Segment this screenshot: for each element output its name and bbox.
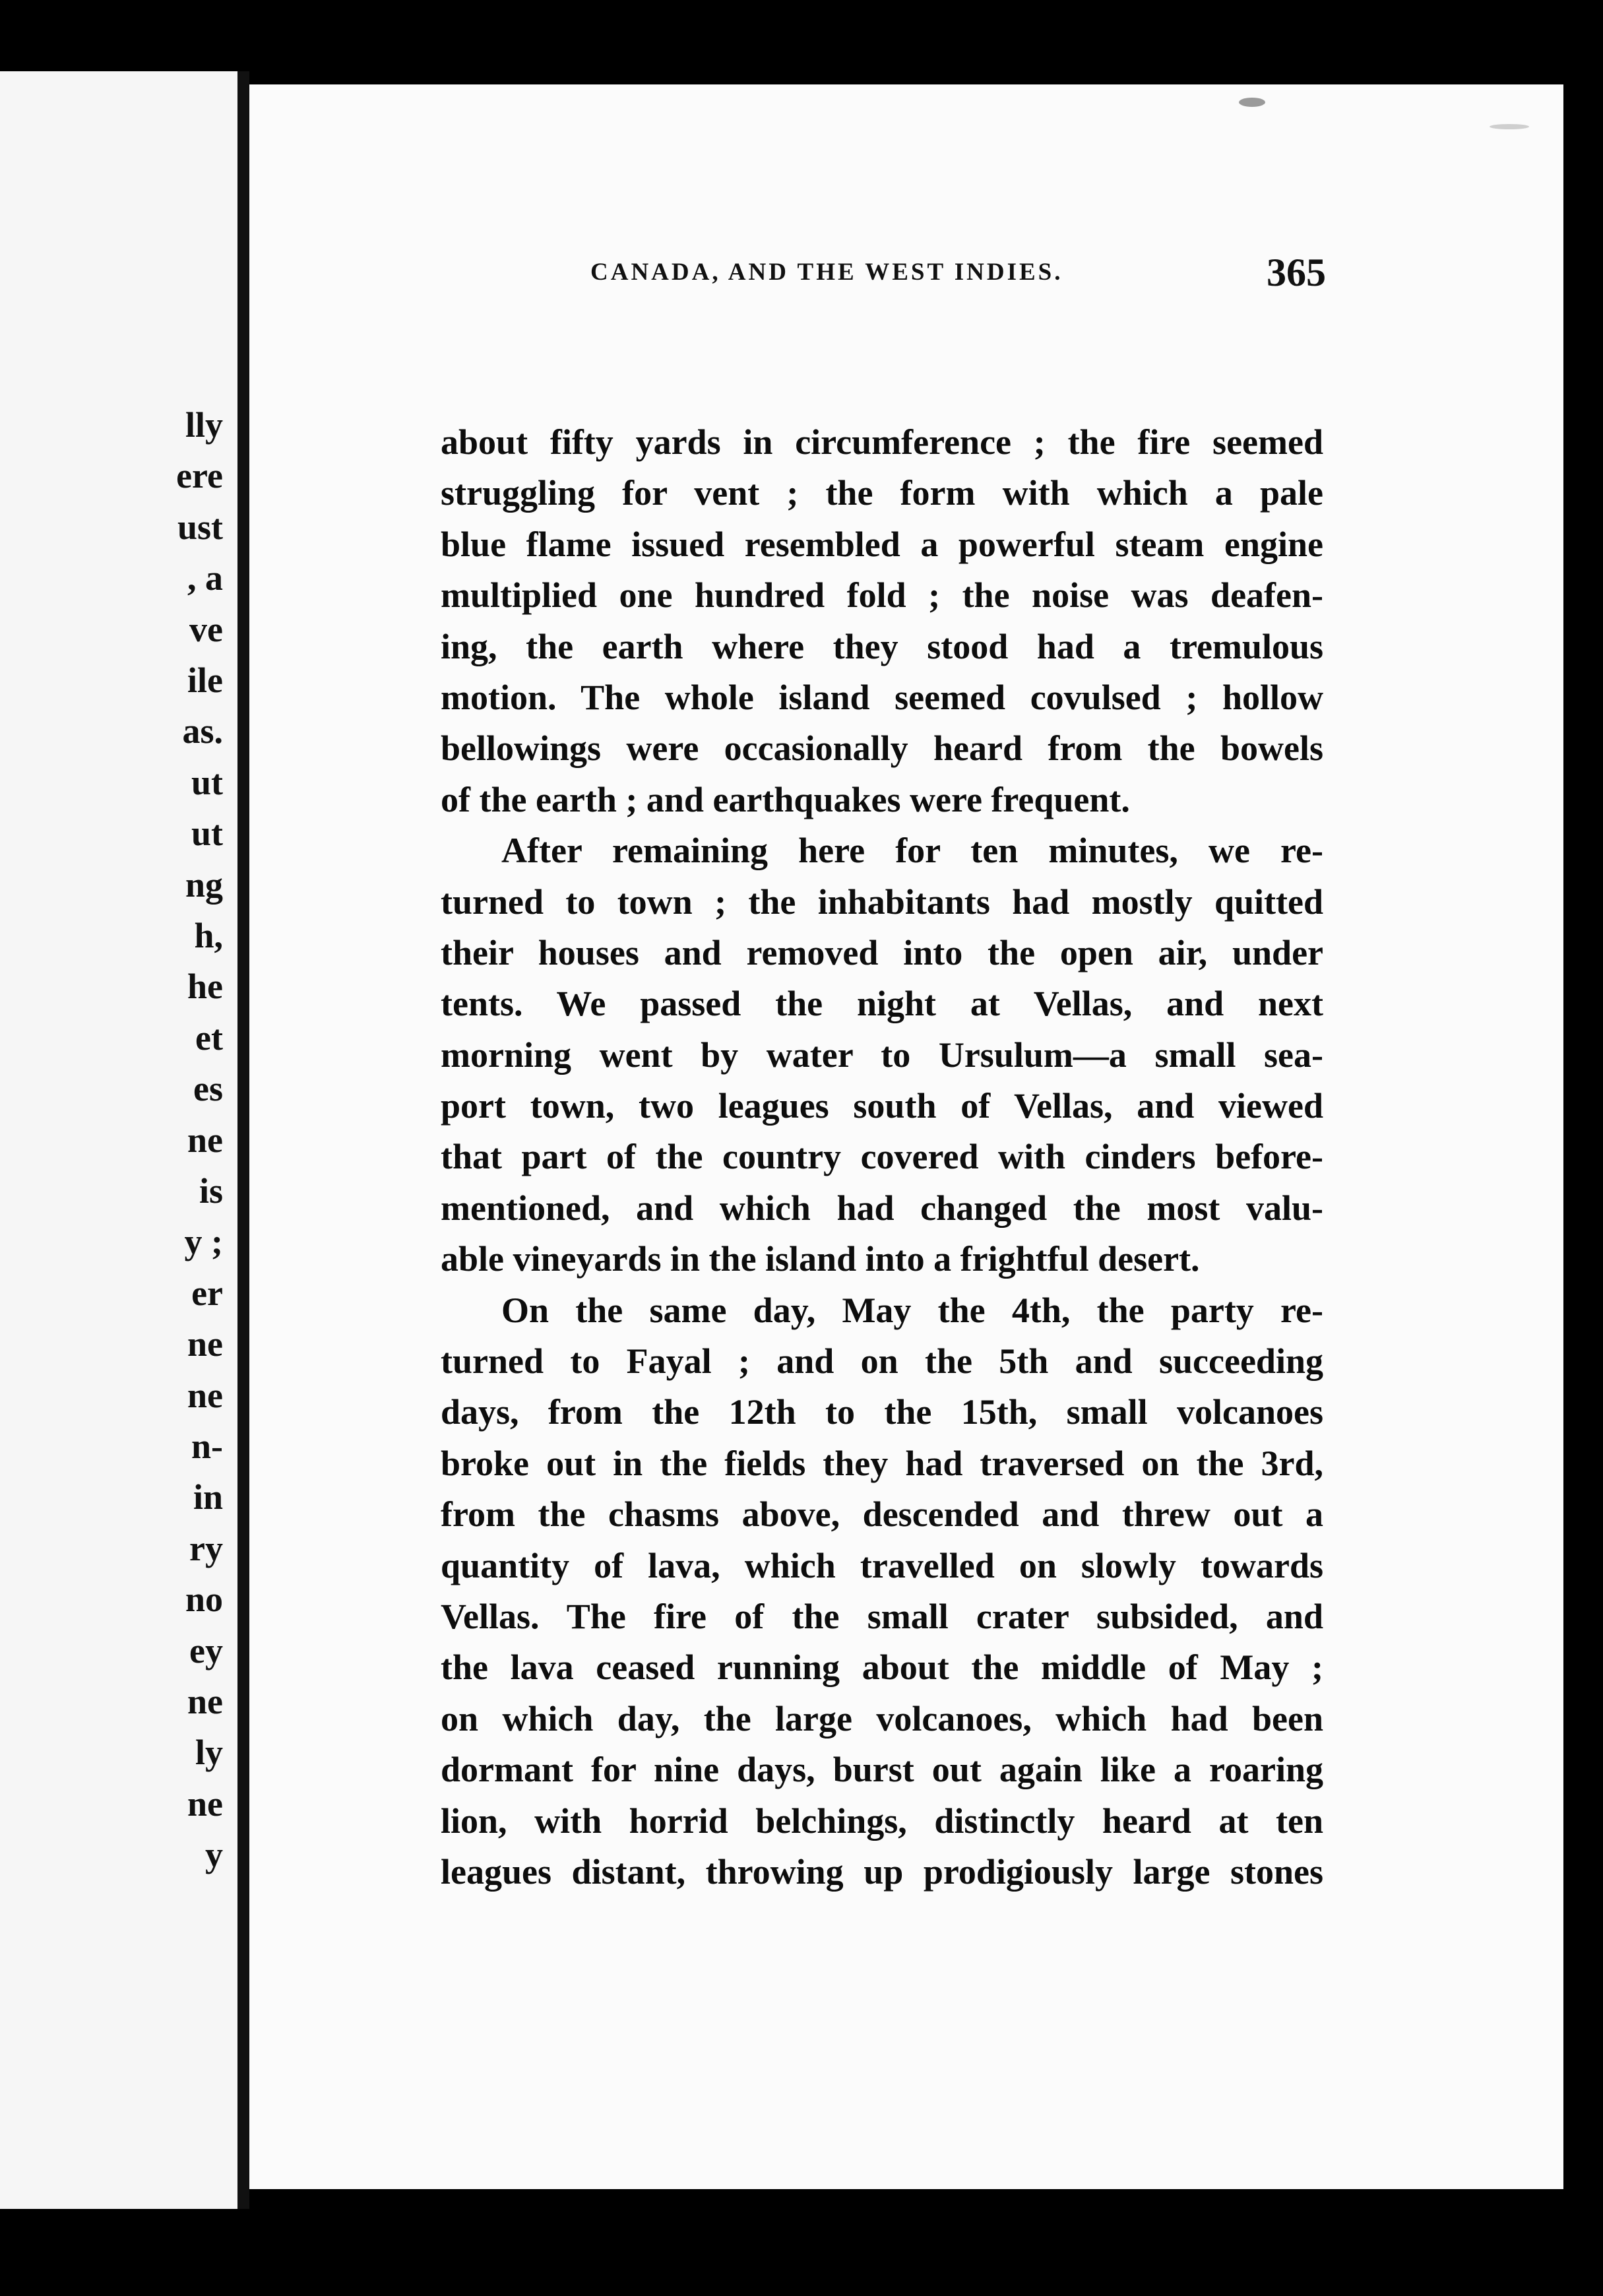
text-line: dormant for nine days, burst out again like a roaring [441, 1750, 1323, 1790]
text-line: broke out in the fields they had traversed on the 3rd, [441, 1443, 1323, 1483]
running-head [336, 253, 1366, 305]
text-line: lion, with horrid belchings, distinctly heard at ten [441, 1801, 1323, 1841]
text-line: After remaining here for ten minutes, we re- [501, 831, 1323, 871]
text-line: turned to Fayal ; and on the 5th and succeeding [441, 1341, 1323, 1382]
text-line: leagues distant, throwing up prodigiously large stones [441, 1851, 1323, 1892]
left-page-fragment: ne [187, 1783, 223, 1824]
body-text [441, 417, 1323, 1897]
left-page-fragment: ut [191, 762, 223, 802]
text-line: days, from the 12th to the 15th, small volcanoes [441, 1392, 1323, 1432]
left-page-fragment: in [193, 1477, 223, 1517]
left-page-fragment: ng [185, 864, 223, 905]
left-page-fragment: no [185, 1579, 223, 1620]
left-page-fragment: ne [187, 1682, 223, 1721]
scan-speck [1490, 124, 1529, 129]
left-page-fragment: as. [182, 711, 223, 751]
left-page-fragment: ut [191, 813, 223, 854]
text-line: able vineyards in the island into a frightful desert. [441, 1239, 1200, 1279]
text-line: of the earth ; and earthquakes were frequent. [441, 779, 1130, 819]
left-page-fragment: ne [187, 1324, 223, 1364]
text-line: quantity of lava, which travelled on slowly towards [441, 1545, 1323, 1585]
left-page-fragment: ere [176, 456, 223, 496]
text-line: ing, the earth where they stood had a tremulous [441, 626, 1323, 666]
text-line: tents. We passed the night at Vellas, and next [441, 984, 1323, 1024]
left-page-fragment: ne [187, 1120, 223, 1160]
left-page-fragment: ile [187, 660, 223, 700]
text-line: about fifty yards in circumference ; the fire seemed [441, 422, 1323, 462]
text-line: multiplied one hundred fold ; the noise was deafen- [441, 575, 1323, 616]
left-page-fragment: ve [189, 609, 223, 649]
left-page-fragment: lly [185, 405, 223, 445]
text-line: On the same day, May the 4th, the party re- [501, 1290, 1323, 1330]
left-page-fragment: es [193, 1069, 223, 1109]
text-line: struggling for vent ; the form with which a pale [441, 473, 1323, 513]
left-page-fragment: y [205, 1835, 223, 1875]
text-line: bellowings were occasionally heard from the bowels [441, 728, 1323, 769]
left-page-fragment: ey [189, 1630, 223, 1671]
left-page [0, 71, 237, 2209]
text-line: from the chasms above, descended and threw out a [441, 1494, 1323, 1535]
left-page-fragment: , a [187, 558, 223, 598]
text-line: morning went by water to Ursulum—a small sea- [441, 1035, 1323, 1075]
left-page-fragment: n- [191, 1426, 223, 1466]
page-gutter [237, 71, 249, 2209]
text-line: the lava ceased running about the middle of May ; [441, 1647, 1323, 1688]
left-page-fragment: er [191, 1273, 223, 1313]
left-page-fragment: h, [194, 916, 223, 955]
text-line: that part of the country covered with cinders before- [441, 1137, 1323, 1177]
left-page-fragment: et [195, 1017, 223, 1058]
left-page-fragment: y ; [184, 1222, 223, 1262]
page-number: 365 [1267, 251, 1326, 294]
left-page-fragment: ry [189, 1528, 223, 1568]
text-line: Vellas. The fire of the small crater subsided, and [441, 1596, 1323, 1636]
text-line: on which day, the large volcanoes, which had been [441, 1698, 1323, 1738]
running-head-title: CANADA, AND THE WEST INDIES. [590, 259, 1063, 286]
left-page-fragment: ly [195, 1733, 223, 1773]
left-page-fragment: he [187, 967, 223, 1007]
text-line: mentioned, and which had changed the most valu- [441, 1188, 1323, 1228]
left-page-fragment: ne [187, 1375, 223, 1415]
text-line: turned to town ; the inhabitants had mostly quitted [441, 881, 1323, 922]
text-line: port town, two leagues south of Vellas, and viewed [441, 1086, 1323, 1126]
text-line: motion. The whole island seemed covulsed ; hollow [441, 677, 1323, 717]
scan-speck [1239, 98, 1265, 107]
left-page-fragment: ust [177, 507, 223, 547]
text-line: blue flame issued resembled a powerful steam engine [441, 524, 1323, 564]
text-line: their houses and removed into the open air, under [441, 932, 1323, 973]
left-page-fragment: is [199, 1171, 223, 1211]
